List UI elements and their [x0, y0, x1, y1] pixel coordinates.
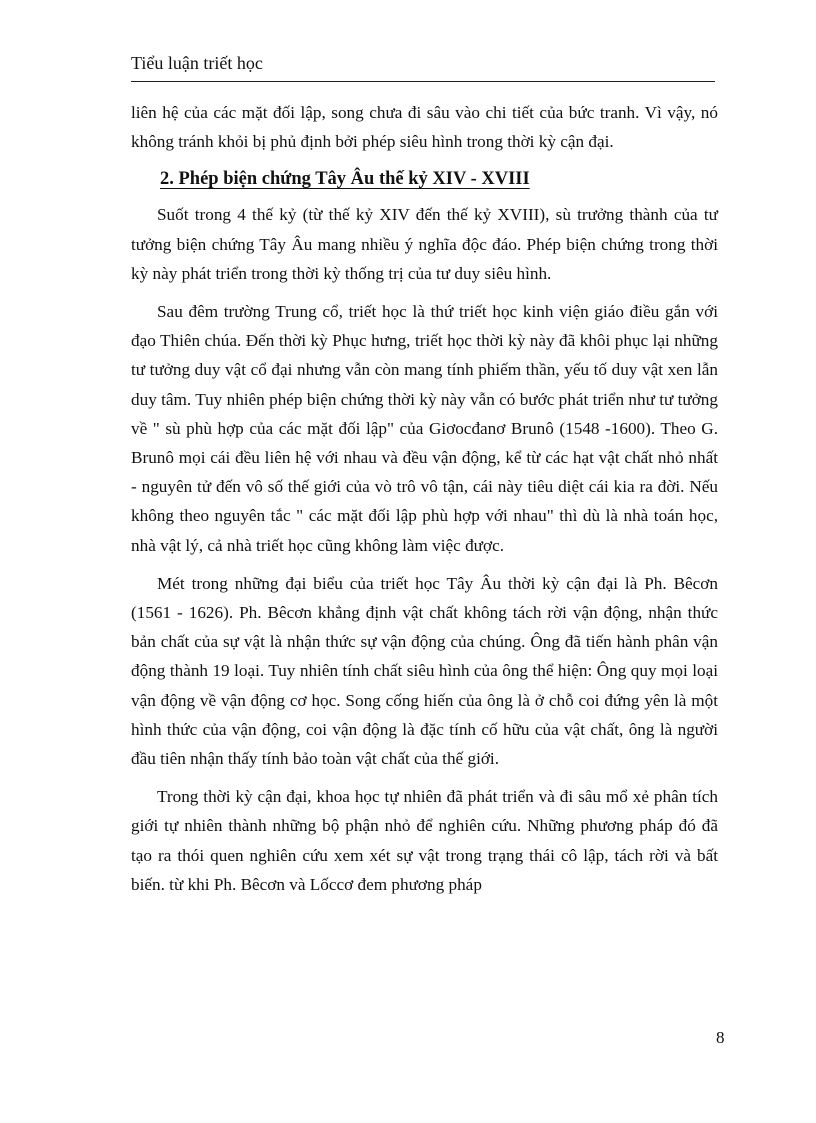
- page-number: 8: [716, 1028, 725, 1047]
- intro-paragraph: liên hệ của các mặt đối lập, song chưa đi sâu vào chi tiết của bức tranh. Vì vậy, nó không tránh khỏi bị phủ định bởi phép siêu hình trong thời kỳ cận đại.: [131, 103, 718, 152]
- page-body: [131, 98, 718, 899]
- paragraph-2: Sau đêm trường Trung cổ, triết học là thứ triết học kinh viện giáo điều gắn với đạo Thiên chúa. Đến thời kỳ Phục hưng, triết học thời kỳ này đã khôi phục lại những tư tưởng duy vật cổ đại nhưng vẫn còn mang tính phiếm thần, yếu tố duy vật xen lẫn duy tâm. Tuy nhiên phép biện chứng thời kỳ này vẫn có bước phát triển như tư tưởng về " sù phù hợp của các mặt đối lập" của Giơocđanơ Brunô (1548 -1600). Theo G. Brunô mọi cái đều liên hệ với nhau và đều vận động, kể từ các hạt vật chất nhỏ nhất - nguyên tử đến vô số thế giới của vò trô vô tận, cái này tiêu diệt cái kia ra đời. Nếu không theo nguyên tắc " các mặt đối lập phù hợp với nhau" thì dù là nhà toán học, nhà vật lý, cả nhà triết học cũng không làm việc được.: [131, 302, 718, 555]
- header-divider: [131, 81, 715, 82]
- section-heading-text: 2. Phép biện chứng Tây Âu thế kỷ XIV - XVIII: [160, 169, 530, 190]
- paragraph-4: Trong thời kỳ cận đại, khoa học tự nhiên đã phát triển và đi sâu mổ xẻ phân tích giới tự nhiên thành những bộ phận nhỏ để nghiên cứu. Những phương pháp đó đã tạo ra thói quen nghiên cứu xem xét sự vật trong trạng thái cô lập, tách rời và bất biến. từ khi Ph. Bêcơn và Lốccơ đem phương pháp: [131, 787, 718, 894]
- paragraph-3: Mét trong những đại biểu của triết học Tây Âu thời kỳ cận đại là Ph. Bêcơn (1561 - 1626). Ph. Bêcơn khẳng định vật chất không tách rời vận động, nhận thức bản chất của sự vật là nhận thức sự vận động của chúng. Ông đã tiến hành phân vận động thành 19 loại. Tuy nhiên tính chất siêu hình của ông thể hiện: Ông quy mọi loại vận động về vận động cơ học. Song cống hiến của ông là ở chỗ coi đứng yên là một hình thức của vận động, coi vận động là đặc tính cố hữu của vật chất, ông là người đầu tiên nhận thấy tính bảo toàn vật chất của thế giới.: [131, 573, 718, 769]
- running-header: Tiểu luận triết học: [131, 53, 263, 73]
- section-heading: [131, 164, 718, 194]
- paragraph-1: Suốt trong 4 thế kỷ (từ thế kỷ XIV đến thế kỷ XVIII), sù trưởng thành của tư tưởng biện chứng Tây Âu mang nhiều ý nghĩa độc đáo. Phép biện chứng trong thời kỳ này phát triển trong thời kỳ thống trị của tư duy siêu hình.: [131, 205, 718, 283]
